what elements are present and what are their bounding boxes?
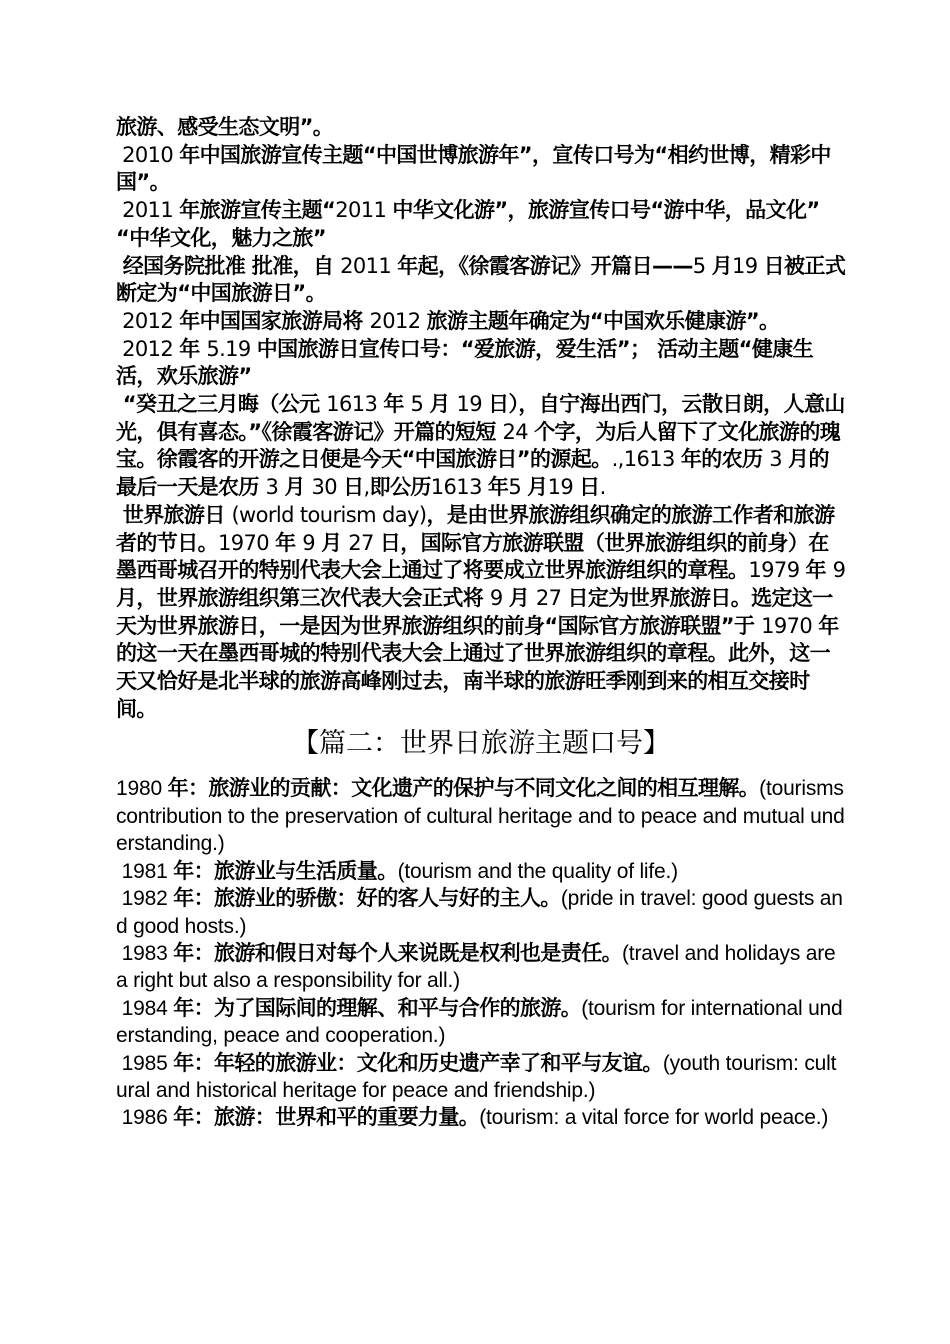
slogan-en: (tourism for international understanding, peace and cooperation.) bbox=[116, 996, 843, 1048]
text-run: 月 bbox=[711, 253, 733, 278]
text-run: 1970 bbox=[761, 613, 819, 638]
text-run: 月 bbox=[321, 530, 349, 555]
paragraph-eco-tourism bbox=[116, 114, 846, 142]
text-run: (world tourism day) bbox=[231, 502, 427, 527]
text-run: 日被正式断定为“中国旅游日”。 bbox=[116, 253, 846, 306]
slogan-en: (pride in travel: good guests and good hosts.) bbox=[116, 887, 843, 938]
paragraph-xu-xiake bbox=[116, 391, 846, 502]
text-run: 即公历 bbox=[369, 475, 431, 500]
slogan-en: (tourism: a vital force for world peace.) bbox=[479, 1106, 829, 1130]
text-run: 27 bbox=[535, 585, 568, 610]
text-run: 5 bbox=[508, 475, 528, 500]
text-run: 2012 bbox=[369, 308, 427, 333]
paragraph-2012-slogan bbox=[116, 336, 846, 391]
text-run: 9 bbox=[489, 585, 509, 610]
paragraph-world-tourism-day bbox=[116, 502, 852, 724]
text-run: 1613 bbox=[326, 392, 384, 417]
slogan-en: (tourism and the quality of life.) bbox=[397, 859, 678, 883]
section-heading: 【篇二：世界日旅游主题口号】 bbox=[292, 728, 670, 760]
text-run: 1970 bbox=[218, 530, 276, 555]
text-run: 19 bbox=[732, 253, 764, 278]
text-run: 月 bbox=[284, 475, 312, 500]
text-run: “癸丑之三月晦（公元 bbox=[116, 392, 327, 417]
text-run: 月 bbox=[429, 392, 457, 417]
text-run: 月 bbox=[508, 585, 536, 610]
text-run: 日，国际官方旅游联盟（世界旅游组织的前身）在墨西哥城召开的特别代表大会上通过了将要成立世界旅游组织的章程。 bbox=[116, 530, 829, 583]
text-run: 30 bbox=[311, 475, 344, 500]
slogan-entry bbox=[116, 995, 846, 1050]
slogan-year: 1982 bbox=[116, 887, 174, 911]
text-run: 年 bbox=[487, 475, 509, 500]
text-run: 年的农历 bbox=[680, 447, 770, 472]
slogan-entry bbox=[116, 1104, 846, 1131]
text-run: 年的这一天在墨西哥城的特别代表大会上通过了世界旅游组织的章程。此外，这一天又恰好是北半球的旅游高峰刚过去，南半球的旅游旺季刚到来的相互交接时间。 bbox=[116, 613, 839, 721]
text-run: 2010 bbox=[116, 142, 180, 167]
text-run: 1613 bbox=[430, 475, 488, 500]
text-run: 日定为世界旅游日。选定这一天为世界旅游日，一是因为世界旅游组织的前身“国际官方旅游联盟”于 bbox=[116, 585, 833, 638]
slogan-entry bbox=[116, 775, 850, 857]
slogan-entry bbox=[116, 858, 846, 885]
slogan-entry bbox=[116, 885, 846, 940]
slogan-zh: 年：旅游业的骄傲：好的客人与好的主人。 bbox=[173, 886, 561, 911]
text-run: .,1613 bbox=[611, 447, 681, 472]
text-run: 日 bbox=[343, 475, 364, 500]
slogan-year: 1983 bbox=[116, 941, 174, 965]
text-run: 中华文化游”，旅游宣传口号“游中华，品文化” “中华文化，魅力之旅” bbox=[116, 198, 827, 250]
text-run: 个字，为后人留下了文化旅游的瑰宝。徐霞客的开游之日便是今天“中国旅游日”的源起。 bbox=[116, 419, 841, 472]
slogan-year: 1981 bbox=[116, 859, 174, 883]
text-run: 2012 bbox=[116, 336, 180, 361]
slogan-zh: 年：旅游：世界和平的重要力量。 bbox=[173, 1105, 480, 1130]
slogan-zh: 年：旅游业的贡献：文化遗产的保护与不同文化之间的相互理解。 bbox=[167, 776, 760, 801]
text-run: ，是由世界旅游组织确定的旅游工作者和旅游者的节日。 bbox=[116, 502, 835, 555]
text-run: 旅游、感受生态文明”。 bbox=[116, 115, 334, 139]
slogan-year: 1984 bbox=[116, 996, 174, 1020]
text-run: 世界旅游日 bbox=[116, 502, 232, 527]
text-run: 2011 bbox=[340, 253, 398, 278]
text-run: 19 bbox=[456, 392, 489, 417]
text-run: 旅游主题年确定为“中国欢乐健康游”。 bbox=[426, 308, 780, 333]
text-run: . bbox=[599, 475, 606, 500]
slogan-zh: 年：年轻的旅游业：文化和历史遗产幸了和平与友谊。 bbox=[173, 1050, 663, 1075]
slogan-zh: 年：旅游业与生活质量。 bbox=[173, 858, 398, 883]
slogan-zh: 年：为了国际间的理解、和平与合作的旅游。 bbox=[173, 995, 582, 1020]
slogan-year: 1986 bbox=[116, 1106, 174, 1130]
slogan-zh: 年：旅游和假日对每个人来说既是权利也是责任。 bbox=[173, 940, 623, 965]
text-run: 19 bbox=[547, 475, 580, 500]
slogan-en: (youth tourism: cultural and historical heritage for peace and friendship.) bbox=[116, 1051, 837, 1102]
text-run: 9 bbox=[302, 530, 322, 555]
paragraph-2012-theme-year bbox=[116, 308, 846, 336]
text-run: 3 bbox=[769, 447, 789, 472]
text-run: 5.19 bbox=[206, 336, 257, 361]
text-run: 日），自宁海出西门，云散日朗，人意山光，俱有喜态。”《徐霞客游记》开篇的短短 bbox=[116, 392, 845, 444]
text-run: 月 bbox=[527, 475, 548, 500]
text-run: 年旅游宣传主题“ bbox=[179, 198, 336, 223]
text-run: 日 bbox=[579, 475, 600, 500]
text-run: 2011 bbox=[335, 198, 393, 223]
text-run: 中国旅游日宣传口号：“爱旅游，爱生活”； 活动主题“健康生活，欢乐旅游” bbox=[116, 336, 814, 389]
slogan-year: 1985 bbox=[116, 1051, 174, 1075]
text-run: 年中国国家旅游局将 bbox=[179, 308, 370, 333]
slogan-entry bbox=[116, 940, 846, 995]
text-run: 1979 bbox=[748, 558, 806, 583]
text-run: 年 bbox=[383, 392, 411, 417]
document-page bbox=[116, 114, 852, 1132]
paragraph-2011-theme bbox=[116, 197, 846, 252]
text-run: 2011 bbox=[116, 198, 180, 223]
text-run: 2012 bbox=[116, 308, 180, 333]
text-run: 9 bbox=[832, 558, 852, 583]
text-run: 24 bbox=[502, 419, 535, 444]
slogan-list bbox=[116, 775, 850, 1131]
text-run: 年 bbox=[805, 558, 833, 583]
text-run: 5 bbox=[692, 253, 712, 278]
text-run: 经国务院批准 批准，自 bbox=[116, 253, 341, 278]
slogan-en: (tourisms contribution to the preservation of cultural heritage and to peace and mutual understanding.) bbox=[116, 777, 850, 856]
text-run: 月的最后一天是农历 bbox=[116, 447, 829, 500]
text-run: 年起，《徐霞客游记》开篇日—— bbox=[397, 253, 693, 278]
text-run: 5 bbox=[410, 392, 430, 417]
text-run: 月，世界旅游组织第三次代表大会正式将 bbox=[116, 585, 490, 610]
text-run: 3 bbox=[265, 475, 285, 500]
text-run: , bbox=[363, 475, 370, 500]
slogan-entry bbox=[116, 1050, 846, 1105]
text-run: 27 bbox=[348, 530, 380, 555]
paragraph-china-tourism-day bbox=[116, 253, 846, 308]
text-run: 年 bbox=[179, 336, 207, 361]
text-run: 年 bbox=[275, 530, 303, 555]
paragraph-2010-theme bbox=[116, 142, 846, 197]
text-run: 年中国旅游宣传主题“中国世博旅游年”，宣传口号为“相约世博，精彩中国”。 bbox=[116, 142, 831, 195]
slogan-en: (travel and holidays are a right but also a responsibility for all.) bbox=[116, 941, 842, 993]
slogan-year: 1980 bbox=[116, 777, 168, 801]
